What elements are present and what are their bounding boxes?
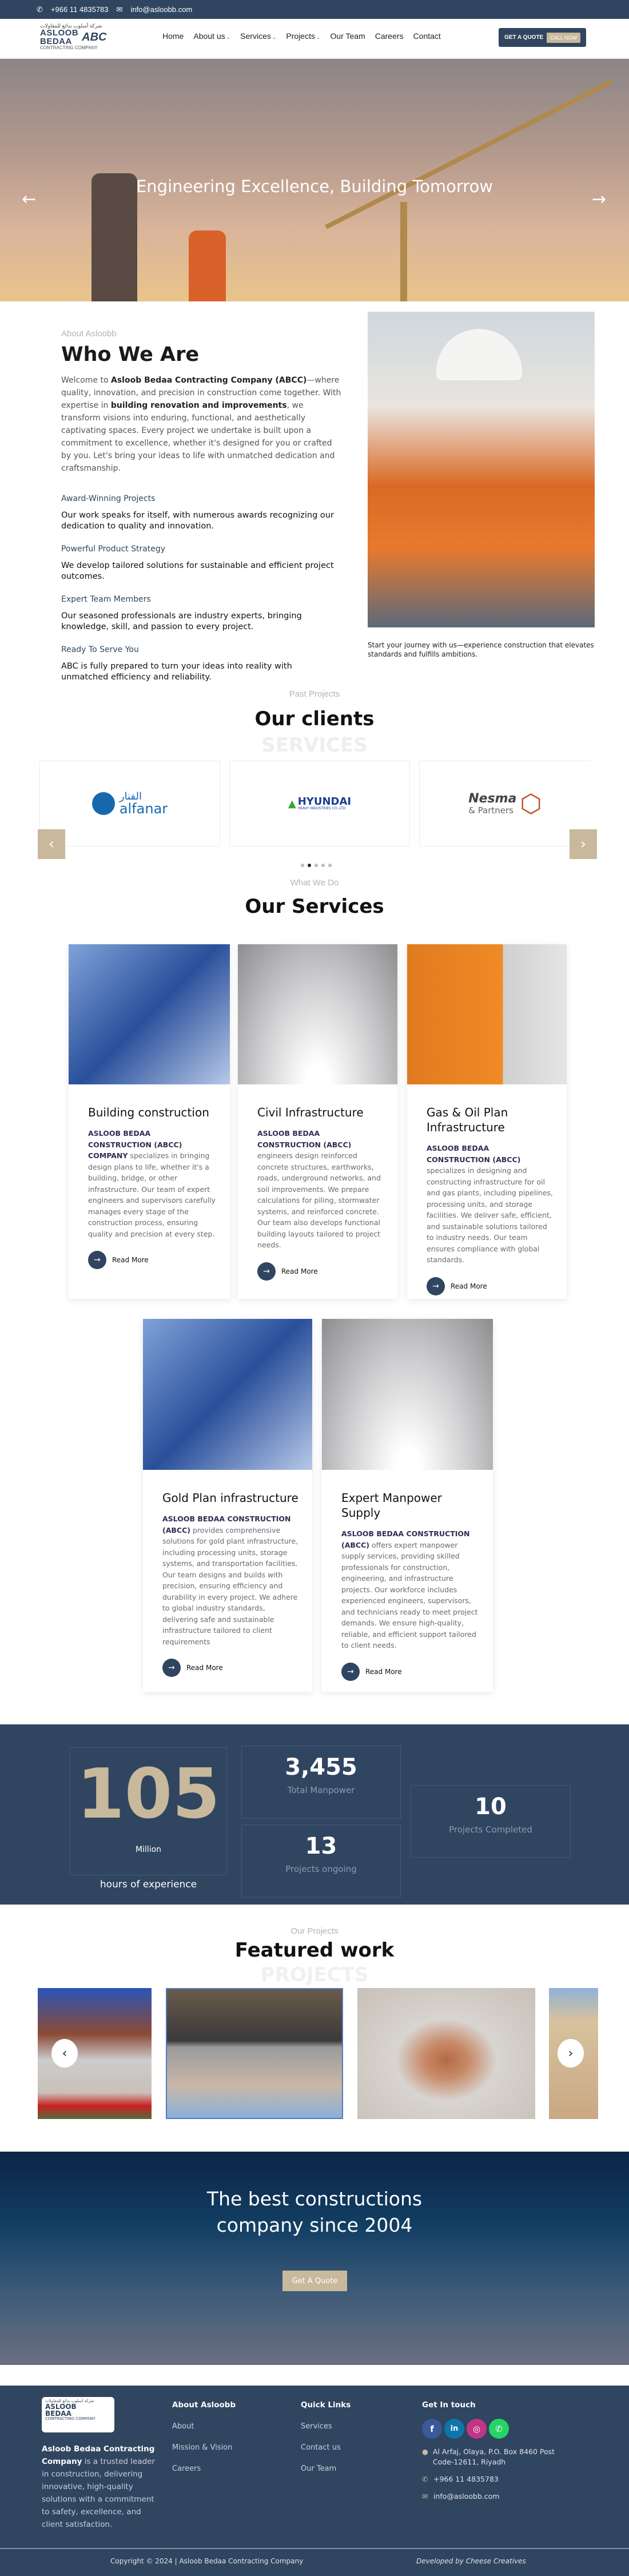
stat-label: Projects ongoing: [285, 1864, 357, 1874]
service-card: [143, 1319, 312, 1692]
feature-desc: Our work speaks for itself, with numerous awards recognizing our dedication to quality and innovation.: [61, 511, 334, 531]
hero-crane-image: [400, 202, 407, 301]
projects-next-button[interactable]: ›: [558, 2039, 584, 2068]
nesma-sub: & Partners: [468, 805, 513, 816]
cta-title: The best constructions company since 2004: [206, 2188, 423, 2236]
stat-value: 3,455: [285, 1754, 357, 1780]
footer-divider: [0, 2548, 629, 2549]
logo[interactable]: [40, 23, 114, 55]
footer-link-mission[interactable]: Mission & Vision: [172, 2443, 233, 2452]
phone-icon: ✆: [37, 5, 43, 14]
main-nav: [162, 31, 441, 41]
service-image: [322, 1319, 493, 1470]
stat-value: 13: [305, 1833, 337, 1859]
service-card: [69, 944, 230, 1299]
footer-link-about[interactable]: About: [172, 2422, 194, 2431]
read-more-label: Read More: [451, 1282, 487, 1290]
project-image-airport[interactable]: [357, 1988, 535, 2119]
projects-watermark: PROJECTS: [260, 1963, 369, 1986]
top-bar: [0, 0, 629, 19]
service-image: [407, 944, 567, 1084]
about-engineer-image: [368, 312, 595, 627]
arrow-right-icon: →: [257, 1262, 276, 1281]
arrow-right-icon: →: [88, 1251, 106, 1269]
footer-contact-title: Get In touch: [422, 2400, 476, 2410]
feature-item: [61, 494, 341, 532]
arrow-right-icon: →: [427, 1277, 445, 1295]
hero-slider: [0, 59, 629, 301]
nav-careers[interactable]: Careers: [375, 31, 404, 41]
logo-line2: BEDAA: [40, 37, 72, 46]
services-label: What We Do: [290, 878, 339, 888]
project-image-stadium[interactable]: [166, 1988, 343, 2119]
feature-item: [61, 595, 341, 633]
hyundai-sub: HEAVY INDUSTRIES CO.,LTD.: [297, 806, 347, 810]
footer-address: [422, 2447, 559, 2467]
about-caption: Start your journey with us—experience construction that elevates standards and fulfills ambitions.: [368, 641, 594, 658]
nav-projects[interactable]: [286, 31, 320, 41]
stat-label: Projects Completed: [449, 1824, 532, 1835]
service-card: [322, 1319, 493, 1692]
service-desc: ASLOOB BEDAA CONSTRUCTION (ABCC) engineers design reinforced concrete structures, earthworks, roads, underground networks, and soil improvements. We prepare calculations for piling, stormwater systems, and reinforced concrete. Our team also develops functional building layouts tailored to project needs.: [257, 1129, 381, 1249]
stat-hours-label: hours of experience: [99, 1879, 197, 1890]
get-quote-label: GET A QUOTE: [504, 34, 544, 41]
footer-logo-line1: ASLOOB: [45, 2403, 77, 2411]
footer-address-text: Al Arfaj, Olaya, P.O. Box 8460 Post Code-12611, Riyadh: [432, 2447, 555, 2466]
client-logo-alfanar: [39, 761, 220, 846]
stat-hours-unit: Million: [135, 1845, 162, 1854]
footer-link-services[interactable]: Services: [301, 2422, 332, 2431]
hero-title: Engineering Excellence, Building Tomorrow: [136, 177, 493, 196]
feature-title: Ready To Serve You: [61, 645, 139, 654]
footer-about-title: About Asloobb: [172, 2400, 236, 2410]
arrow-right-icon: →: [162, 1659, 181, 1677]
logo-line3: CONTRACTING COMPANY: [40, 45, 98, 50]
service-desc: ASLOOB BEDAA CONSTRUCTION (ABCC) COMPANY specializes in bringing design plans to life, whether it's a building, bridge, or other infrastructure. Our team of expert engineers and supervisors carefully manages every stage of the construction process, ensuring quality and precision at every step.: [88, 1129, 216, 1238]
alfanar-globe-icon: [92, 792, 115, 815]
about-section: [61, 329, 341, 683]
nav-about-label: About us: [193, 31, 225, 41]
footer-phone[interactable]: [422, 2474, 559, 2484]
clients-pagination: [301, 864, 332, 867]
service-desc: ASLOOB BEDAA CONSTRUCTION (ABCC) specializes in designing and constructing infrastructure for oil and gas plants, including pipelines, processing units, and storage facilities. We deliver safe, efficient, and sustainable solutions tailored to industry needs. Our team ensures compliance with global standards.: [427, 1144, 553, 1264]
pagination-dot[interactable]: [314, 864, 318, 867]
social-links: [422, 2419, 559, 2439]
service-desc: ASLOOB BEDAA CONSTRUCTION (ABCC) provides comprehensive solutions for gold plant infrastructure, including processing units, storage systems, and transportation facilities. Our team designs and builds with precision, ensuring efficiency and durability in every project. We adhere to global industry standards, delivering safe and sustainable infrastructure tailored to client requirements: [162, 1514, 298, 1646]
get-quote-button[interactable]: [499, 28, 586, 47]
cta-get-quote-button[interactable]: Get A Quote: [282, 2271, 347, 2291]
nav-services[interactable]: [240, 31, 276, 41]
hard-hat-image: [436, 329, 522, 380]
hero-worker-vest-image: [189, 230, 226, 301]
service-image: [69, 944, 230, 1084]
projects-prev-button[interactable]: ‹: [51, 2039, 78, 2068]
topbar-phone[interactable]: +966 11 4835783: [50, 5, 109, 14]
feature-list: [61, 494, 341, 683]
stat-label: Total Manpower: [287, 1785, 355, 1795]
hyundai-name: HYUNDAI: [297, 796, 352, 808]
logo-line1: ASLOOB: [40, 28, 79, 38]
read-more-label: Read More: [365, 1667, 402, 1676]
chevron-down-icon: ⌄: [226, 34, 231, 40]
pagination-dot[interactable]: [321, 864, 325, 867]
read-more-link[interactable]: [162, 1659, 298, 1677]
footer-logo-line2: BEDAA: [45, 2410, 71, 2418]
footer-logo-line3: CONTRACTING COMPANY: [45, 2416, 95, 2421]
service-title: Expert Manpower Supply: [341, 1491, 442, 1520]
pagination-dot[interactable]: [301, 864, 304, 867]
read-more-link[interactable]: [88, 1251, 216, 1269]
footer-link-team[interactable]: Our Team: [301, 2464, 337, 2473]
alfanar-arabic: الفنار: [119, 790, 142, 802]
arrow-right-icon: →: [341, 1663, 360, 1681]
chevron-down-icon: ⌄: [316, 34, 321, 40]
read-more-label: Read More: [281, 1267, 318, 1275]
projects-title: Featured work: [234, 1939, 395, 1962]
stat-ongoing: [241, 1824, 401, 1898]
footer: [0, 2386, 629, 2576]
service-card: [238, 944, 397, 1299]
stat-hours-value: 105: [77, 1755, 220, 1834]
footer-about-column: [172, 2400, 236, 2473]
service-title: Building construction: [88, 1106, 209, 1119]
stat-manpower: [241, 1746, 401, 1819]
clients-watermark: SERVICES: [261, 734, 368, 757]
feature-desc: Our seasoned professionals are industry experts, bringing knowledge, skill, and passion to every project.: [61, 611, 302, 631]
facebook-icon[interactable]: f: [422, 2419, 442, 2439]
footer-phone-text: +966 11 4835783: [433, 2475, 499, 2483]
stats-section: [0, 1724, 629, 1905]
nav-contact[interactable]: Contact: [413, 31, 441, 41]
feature-item: [61, 544, 341, 582]
service-image: [238, 944, 397, 1084]
hero-prev-arrow-icon[interactable]: ←: [22, 189, 37, 209]
projects-label: Our Projects: [290, 1926, 339, 1936]
hyundai-triangle-icon: ▲: [288, 797, 296, 810]
call-now-label[interactable]: CALL NOW: [547, 33, 580, 43]
feature-title: Award-Winning Projects: [61, 494, 156, 503]
pagination-dot[interactable]: [328, 864, 332, 867]
about-title: Who We Are: [61, 343, 200, 366]
nav-services-label: Services: [240, 31, 271, 41]
feature-title: Powerful Product Strategy: [61, 544, 166, 554]
service-desc: ASLOOB BEDAA CONSTRUCTION (ABCC) offers expert manpower supply services, providing skilled professionals for construction, engineering, and infrastructure projects. Our workforce includes experienced engineers, supervisors, and technicians ready to meet project demands. We ensure high-quality, reliable, and efficient support tailored to client needs.: [341, 1529, 478, 1649]
cta-banner: [0, 2152, 629, 2365]
read-more-link[interactable]: [257, 1262, 384, 1281]
footer-contact-column: [422, 2400, 559, 2502]
nav-home[interactable]: Home: [162, 31, 184, 41]
header: [0, 19, 629, 59]
feature-item: [61, 645, 341, 683]
logo-mark: ABC: [82, 31, 107, 43]
nav-about[interactable]: [193, 31, 230, 41]
chevron-down-icon: ⌄: [272, 34, 277, 40]
feature-desc: ABC is fully prepared to turn your ideas into reality with unmatched efficiency and reliability.: [61, 662, 292, 682]
read-more-link[interactable]: [341, 1663, 479, 1681]
footer-quick-links-column: [301, 2400, 351, 2473]
about-label: About Asloobb: [61, 329, 117, 339]
clients-next-button[interactable]: ›: [570, 829, 597, 859]
phone-icon: ✆: [422, 2475, 428, 2483]
service-title: Civil Infrastructure: [257, 1106, 364, 1119]
nav-projects-label: Projects: [286, 31, 315, 41]
location-pin-icon: ●: [422, 2447, 428, 2456]
logo-arabic: شركة أسلوب بدائع للمقاولات: [40, 23, 102, 29]
footer-logo-arabic: شركة أسلوب بدائع للمقاولات: [45, 2399, 94, 2403]
feature-desc: We develop tailored solutions for sustainable and efficient project outcomes.: [61, 561, 334, 581]
stat-value: 10: [475, 1794, 507, 1820]
service-title: Gold Plan infrastructure: [162, 1491, 298, 1505]
services-title: Our Services: [245, 895, 384, 918]
clients-prev-button[interactable]: ‹: [38, 829, 65, 859]
copyright-text: Copyright © 2024 | Asloob Bedaa Contracting Company: [110, 2557, 304, 2565]
read-more-label: Read More: [112, 1256, 149, 1264]
email-icon: ✉: [422, 2492, 428, 2501]
client-logo-nesma: [419, 761, 591, 846]
service-title: Gas & Oil Plan Infrastructure: [427, 1106, 508, 1134]
footer-quick-title: Quick Links: [301, 2400, 351, 2410]
footer-description: Asloob Bedaa Contracting Company is a trusted leader in construction, delivering innovative, high-quality solutions with a commitment to safety, excellence, and client satisfaction.: [42, 2444, 156, 2529]
service-card: [407, 944, 567, 1299]
nav-our-team[interactable]: Our Team: [330, 31, 365, 41]
footer-logo[interactable]: [42, 2397, 114, 2432]
hero-crane-jib-image: [325, 79, 612, 229]
read-more-label: Read More: [186, 1664, 223, 1672]
clients-title: Our clients: [254, 707, 375, 730]
service-image: [143, 1319, 312, 1470]
footer-link-careers[interactable]: Careers: [172, 2464, 201, 2473]
read-more-link[interactable]: [427, 1277, 553, 1295]
developer-credit[interactable]: Developed by Cheese Creatives: [416, 2557, 526, 2565]
email-icon: ✉: [116, 5, 123, 14]
client-logo-hyundai: [229, 761, 410, 846]
alfanar-name: alfanar: [119, 801, 168, 817]
stat-hours: [70, 1747, 227, 1875]
pagination-dot-active[interactable]: [308, 864, 311, 867]
whatsapp-icon[interactable]: ✆: [489, 2419, 509, 2439]
topbar-email[interactable]: info@asloobb.com: [130, 5, 193, 14]
footer-link-contact[interactable]: Contact us: [301, 2443, 341, 2452]
instagram-icon[interactable]: ◎: [467, 2419, 487, 2439]
feature-title: Expert Team Members: [61, 595, 151, 604]
clients-label: Past Projects: [289, 689, 340, 699]
stat-completed: [411, 1785, 571, 1858]
footer-email-text: info@asloobb.com: [433, 2492, 500, 2501]
hero-next-arrow-icon[interactable]: →: [592, 189, 607, 209]
footer-email[interactable]: [422, 2491, 559, 2502]
linkedin-icon[interactable]: in: [444, 2419, 464, 2439]
nesma-hexagon-icon: ⬡: [520, 789, 542, 818]
nesma-name: Nesma: [468, 791, 517, 806]
about-intro: Welcome to Asloob Bedaa Contracting Company (ABCC)—where quality, innovation, and precision in construction come together. With expertise in building renovation and improvements, we transform visions into enduring, functional, and aesthetically captivating spaces. Every project we undertake is built upon a commitment to excellence, whether it's designed for you or crafted by you. Let's bring your ideas to life with unmatched dedication and craftsmanship.: [61, 376, 341, 473]
